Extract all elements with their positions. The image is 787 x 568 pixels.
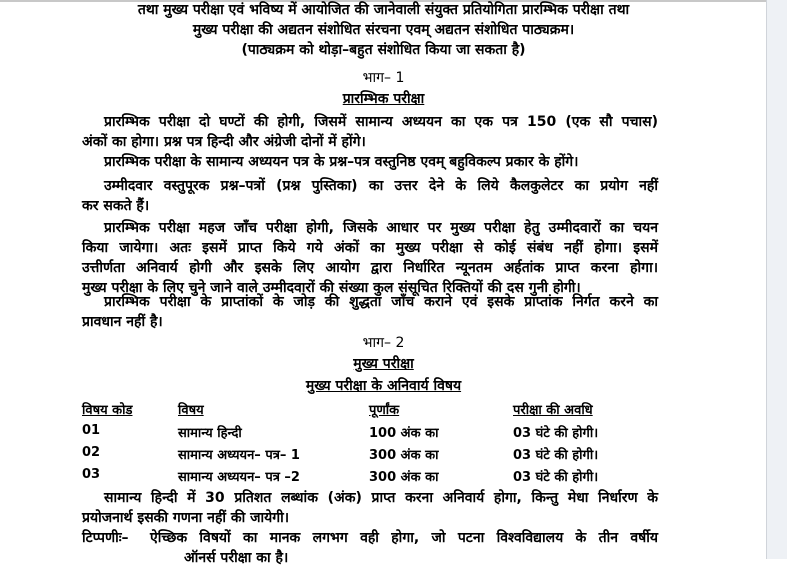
note-label: टिप्पणीः– (82, 530, 129, 546)
header-line-2: मुख्य परीक्षा की अद्यतन संशोधित संरचना एवम् अद्यतन संशोधित पाठ्यक्रम। (192, 22, 575, 38)
table-row-1-subject: सामान्य हिन्दी (178, 426, 242, 441)
table-row-3-marks: 300 अंक का (369, 470, 439, 485)
mains-paragraph-1: सामान्य हिन्दी में 30 प्रतिशत लब्धांक (अंक) प्राप्त करना अनिवार्य होगा, किन्तु मेधा निर्धारण के प्रयोजनार्थ इसकी गणना नहीं की जायेगी। (82, 490, 658, 526)
prelim-heading: प्रारम्भिक परीक्षा (342, 91, 425, 107)
table-header-code: विषय कोड (82, 403, 133, 418)
prelim-paragraph-2: प्रारम्भिक परीक्षा के सामान्य अध्ययन पत्र के प्रश्न–पत्र वस्तुनिष्ठ एवम् बहुविकल्प प्रकार के होंगे। (104, 154, 579, 170)
mains-heading: मुख्य परीक्षा (353, 356, 414, 372)
table-header-duration: परीक्षा की अवधि (513, 403, 593, 418)
note-text: ऐच्छिक विषयों का मानक लगभग वही होगा, जो पटना विश्वविद्यालय के तीन वर्षीय ऑनर्स परीक्षा का है। (150, 530, 658, 566)
header-line-3: (पाठ्यक्रम को थोड़ा–बहुत संशोधित किया जा सकता है) (241, 42, 526, 58)
table-row-2-duration: 03 घंटे की होगी। (513, 448, 599, 463)
prelim-paragraph-3: उम्मीदवार वस्तुपूरक प्रश्न–पत्रों (प्रश्न पुस्तिका) का उत्तर देने के लिये कैलकुलेटर का प्रयोग नहीं कर सकते हैं। (82, 178, 658, 214)
table-row-1-code: 01 (82, 423, 101, 438)
table-row-1-duration: 03 घंटे की होगी। (513, 426, 599, 441)
part-1-label: भाग– 1 (362, 70, 405, 86)
table-row-3-duration: 03 घंटे की होगी। (513, 470, 599, 485)
prelim-paragraph-5: प्रारम्भिक परीक्षा के प्राप्तांकों के जोड़ की शुद्धता जाँच कराने एवं इसके प्राप्तांक निर्गत करने का प्रावधान नहीं है। (82, 294, 658, 330)
table-row-3-subject: सामान्य अध्ययन– पत्र –2 (178, 470, 300, 485)
mains-subheading: मुख्य परीक्षा के अनिवार्य विषय (305, 378, 462, 394)
table-header-full-marks: पूर्णांक (369, 403, 400, 418)
table-header-subject: विषय (178, 403, 204, 418)
part-2-label: भाग– 2 (362, 335, 405, 351)
prelim-paragraph-4: प्रारम्भिक परीक्षा महज जाँच परीक्षा होगी, जिसके आधार पर मुख्य परीक्षा हेतु उम्मीदवारों का चयन किया जायेगा। अतः इसमें प्राप्त किये गये अंकों का मुख्य परीक्षा से कोई संबंध नहीं होगा। इसमें उत्तीर्णता अनिवार्य होगी और इसके लिए आयोग द्वारा निर्धारित न्यूनतम अर्हतांक प्राप्त करना होगा। मुख्य परीक्षा के लिए चुने जाने वाले उम्मीदवारों की संख्या कुल संसूचित रिक्तियों की दस गुनी होगी। (82, 220, 658, 296)
table-row-2-code: 02 (82, 445, 101, 460)
table-row-2-marks: 300 अंक का (369, 448, 439, 463)
prelim-paragraph-1: प्रारम्भिक परीक्षा दो घण्टों की होगी, जिसमें सामान्य अध्ययन का एक पत्र 150 (एक सौ पचास) अंकों का होगा। प्रश्न पत्र हिन्दी और अंग्रेजी दोनों में होंगे। (82, 114, 658, 150)
vertical-scrollbar[interactable] (766, 0, 787, 559)
table-row-1-marks: 100 अंक का (369, 426, 439, 441)
table-row-2-subject: सामान्य अध्ययन– पत्र– 1 (178, 448, 300, 463)
header-line-1: तथा मुख्य परीक्षा एवं भविष्य में आयोजित की जानेवाली संयुक्त प्रतियोगिता प्रारम्भिक परीक्षा तथा (137, 2, 630, 18)
table-row-3-code: 03 (82, 467, 101, 482)
